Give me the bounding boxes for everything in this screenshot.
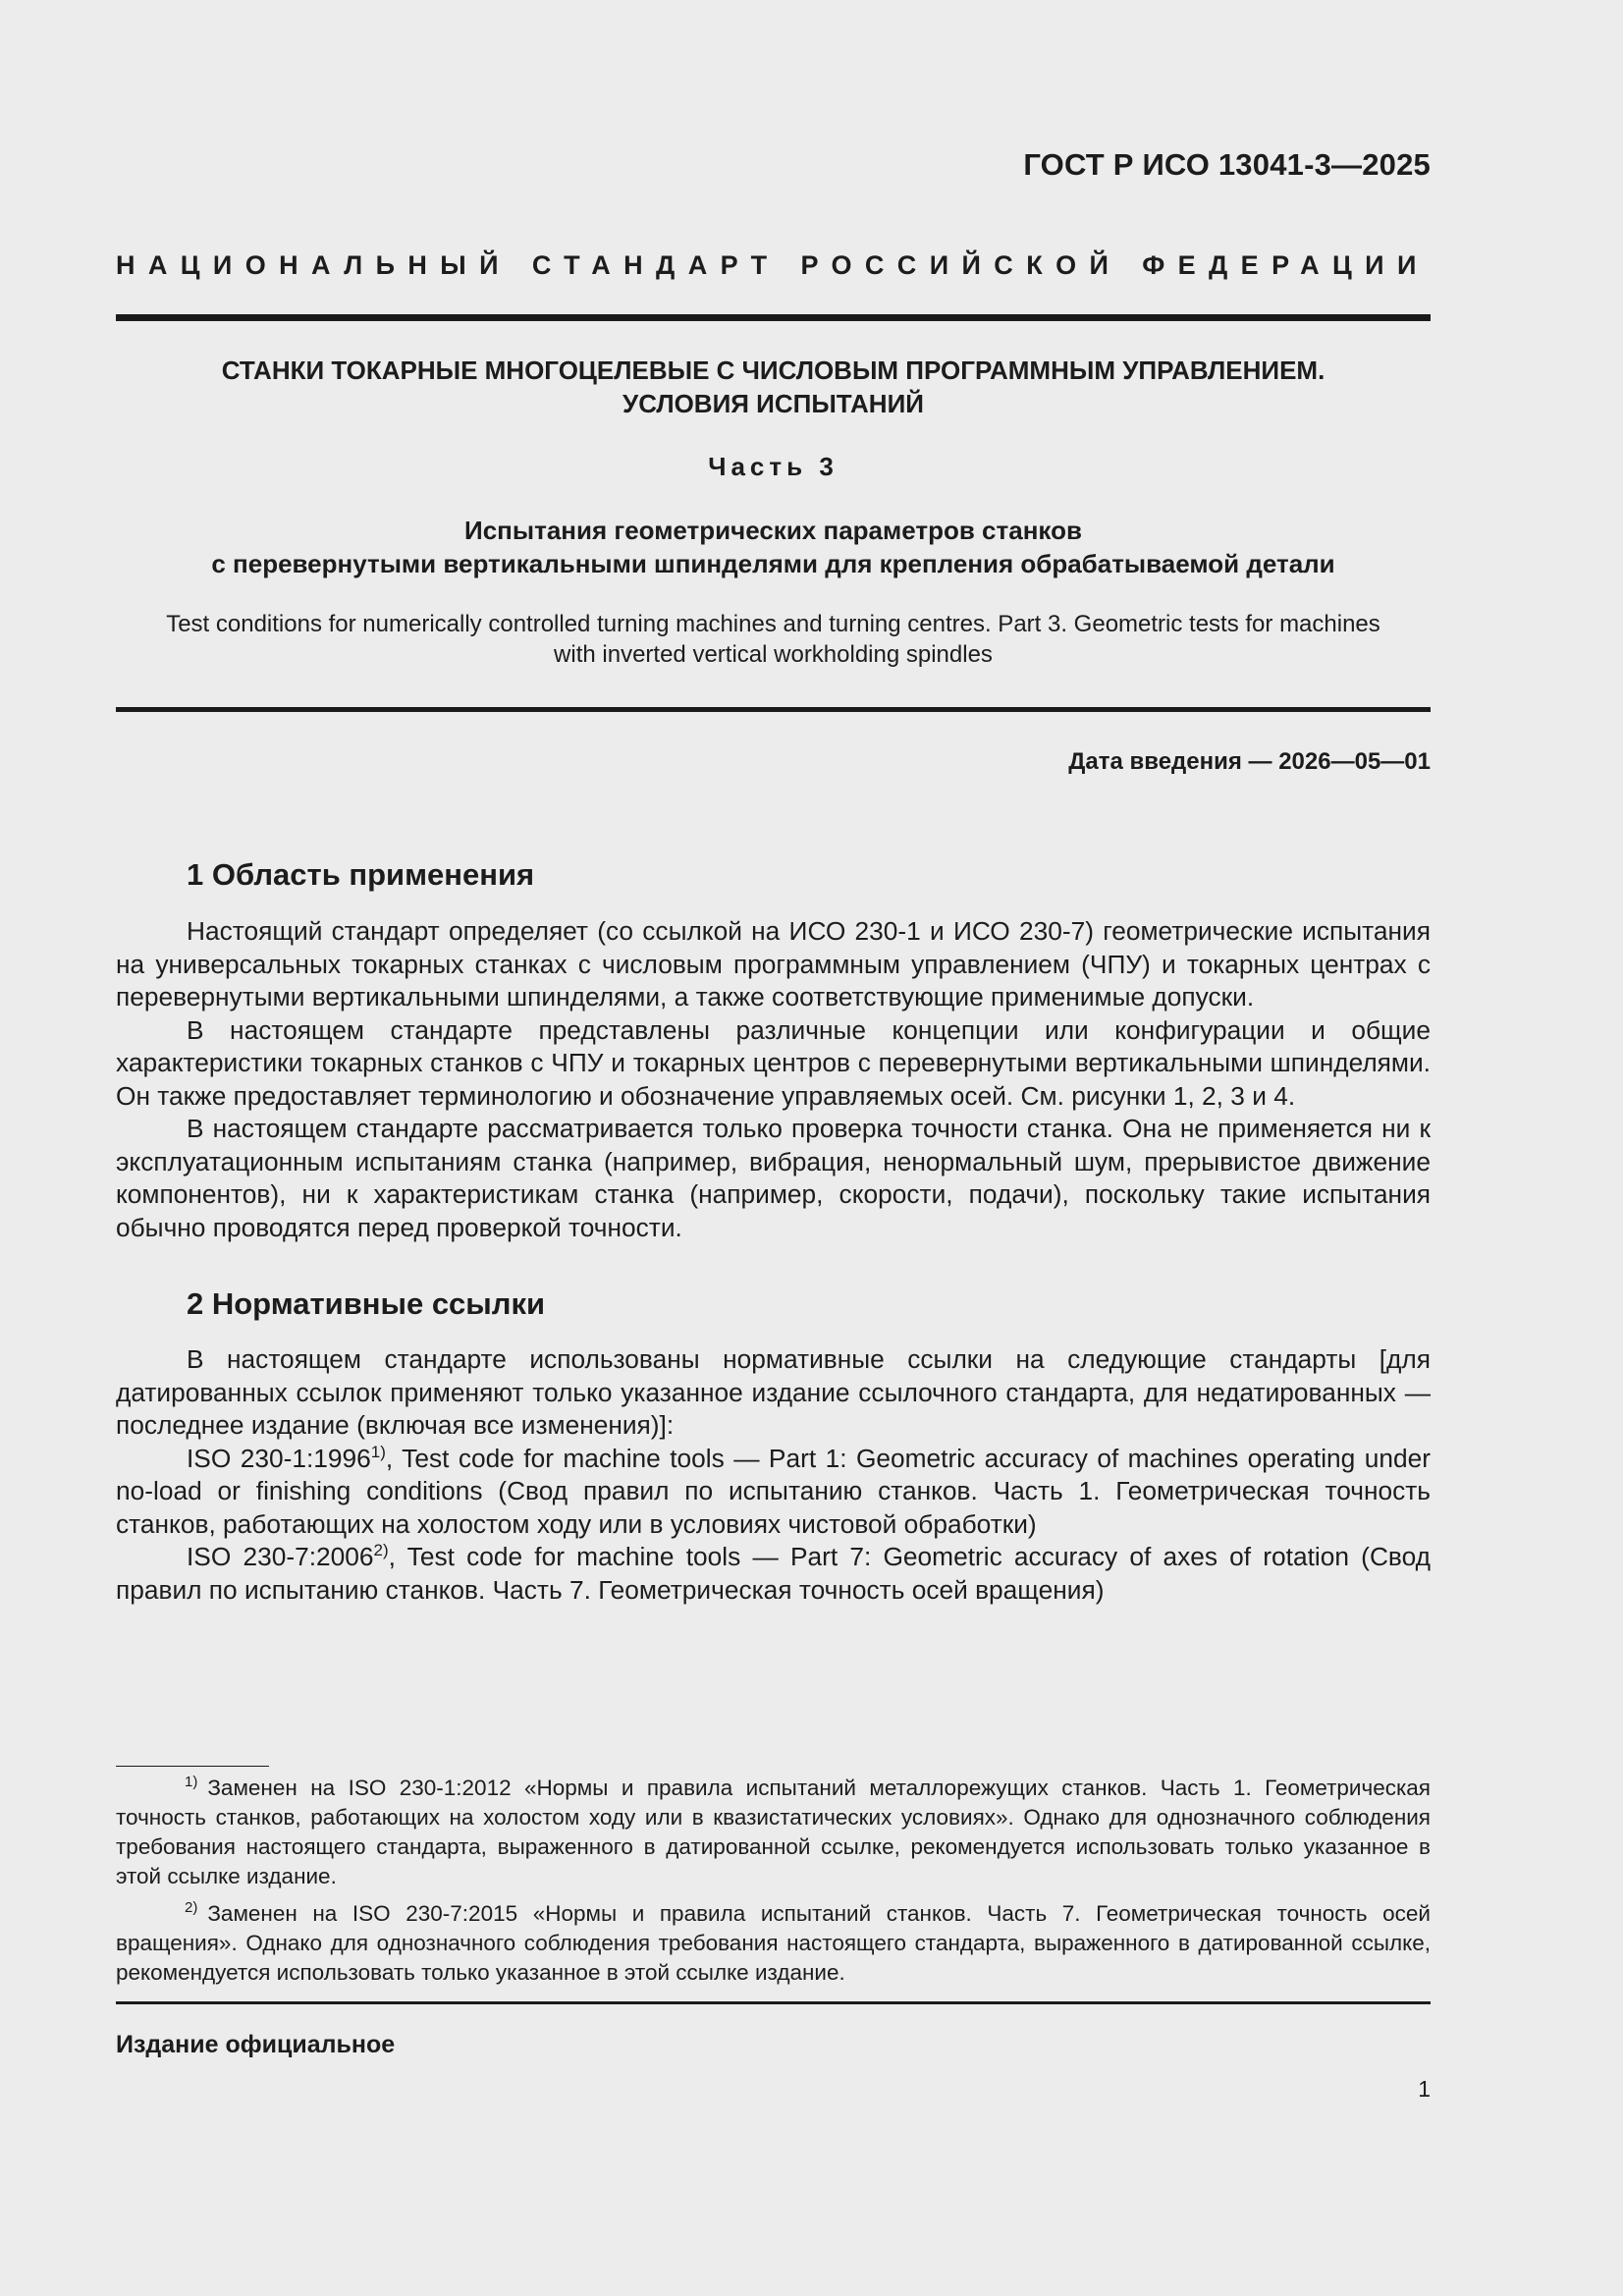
footer-rule: [116, 2001, 1431, 2004]
footnotes: [116, 1774, 1431, 1995]
section-1-heading: 1 Область применения: [187, 857, 535, 892]
introduction-date: Дата введения — 2026—05—01: [1068, 748, 1431, 775]
reference-2-text: , Test code for machine tools — Part 7: Geometric accuracy of axes of rotation (Свод правил по испытанию станков. Часть 7. Геометрическая точность осей вращения): [116, 1542, 1431, 1605]
title-line-2: УСЛОВИЯ ИСПЫТАНИЙ: [622, 389, 924, 418]
subtitle-line-1: Испытания геометрических параметров станков: [464, 516, 1082, 545]
section-2-paragraph-1: В настоящем стандарте использованы нормативные ссылки на следующие стандарты [для датированных ссылок применяют только указанное издание ссылочного стандарта, для недатированных — последнее издание (включая все изменения)]:: [116, 1344, 1431, 1440]
reference-item-1: [116, 1443, 1431, 1542]
reference-item-2: [116, 1541, 1431, 1607]
section-2-body: [116, 1343, 1431, 1607]
footnote-marker-1: 1): [370, 1442, 386, 1461]
page-number: 1: [1418, 2076, 1431, 2102]
document-subtitle: [116, 514, 1431, 580]
section-1-paragraph-1: Настоящий стандарт определяет (со ссылкой на ИСО 230-1 и ИСО 230-7) геометрические испытания на универсальных токарных станках с числовым программным управлением (ЧПУ) и токарных центрах с перевернутыми вертикальными шпинделями, а также соответствующие применимые допуски.: [116, 916, 1431, 1011]
reference-2-code: ISO 230-7:2006: [187, 1542, 374, 1571]
footnote-2-mark: 2): [185, 1899, 198, 1916]
subtitle-line-2: с перевернутыми вертикальными шпинделями для крепления обрабатываемой детали: [211, 549, 1335, 578]
header-rule: [116, 314, 1431, 321]
standard-designation: ГОСТ Р ИСО 13041-3—2025: [1023, 147, 1431, 182]
title-rule: [116, 707, 1431, 712]
footnote-marker-2: 2): [373, 1541, 389, 1559]
part-label: Часть 3: [708, 452, 839, 481]
section-1-body: [116, 915, 1431, 1244]
footnote-2: [116, 1899, 1431, 1988]
reference-1-code: ISO 230-1:1996: [187, 1443, 371, 1473]
english-title: [116, 609, 1431, 670]
footnote-1-text: Заменен на ISO 230-1:2012 «Нормы и правила испытаний металлорежущих станков. Часть 1. Геометрическая точность станков, работающих на холостом ходу или в квазистатических условиях». Однако для однозначного соблюдения требования настоящего стандарта, выраженного в датированной ссылке, рекомендуется использовать только указанное в этой ссылке издание.: [116, 1776, 1431, 1888]
footnote-1: [116, 1774, 1431, 1891]
national-standard-banner: НАЦИОНАЛЬНЫЙ СТАНДАРТ РОССИЙСКОЙ ФЕДЕРАЦИИ: [116, 250, 1430, 280]
section-2-heading: 2 Нормативные ссылки: [187, 1286, 546, 1321]
footnote-2-text: Заменен на ISO 230-7:2015 «Нормы и правила испытаний станков. Часть 7. Геометрическая точность осей вращения». Однако для однозначного соблюдения требования настоящего стандарта, выраженного в датированной ссылке, рекомендуется использовать только указанное в этой ссылке издание.: [116, 1901, 1431, 1985]
footnote-1-mark: 1): [185, 1774, 198, 1790]
title-line-1: СТАНКИ ТОКАРНЫЕ МНОГОЦЕЛЕВЫЕ С ЧИСЛОВЫМ ПРОГРАММНЫМ УПРАВЛЕНИЕМ.: [221, 355, 1325, 385]
reference-1-text: , Test code for machine tools — Part 1: Geometric accuracy of machines operating under no-load or finishing conditions (Свод правил по испытанию станков. Часть 1. Геометрическая точность станков, работающих на холостом ходу или в условиях чистовой обработки): [116, 1443, 1431, 1539]
official-edition-label: Издание официальное: [116, 2031, 396, 2058]
english-title-line-1: Test conditions for numerically controlled turning machines and turning centres. Part 3. Geometric tests for machines: [166, 611, 1380, 637]
section-1-paragraph-2: В настоящем стандарте представлены различные концепции или конфигурации и общие характеристики токарных станков с ЧПУ и токарных центров с перевернутыми вертикальными шпинделями. Он также предоставляет терминологию и обозначение управляемых осей. См. рисунки 1, 2, 3 и 4.: [116, 1014, 1431, 1111]
footnote-separator: [116, 1766, 269, 1767]
section-1-paragraph-3: В настоящем стандарте рассматривается только проверка точности станка. Она не применяется ни к эксплуатационным испытаниям станка (например, вибрация, ненормальный шум, прерывистое движение компонентов), ни к характеристикам станка (например, скорости, подачи), поскольку такие испытания обычно проводятся перед проверкой точности.: [116, 1114, 1431, 1242]
english-title-line-2: with inverted vertical workholding spindles: [554, 641, 993, 668]
document-title: [116, 354, 1431, 420]
